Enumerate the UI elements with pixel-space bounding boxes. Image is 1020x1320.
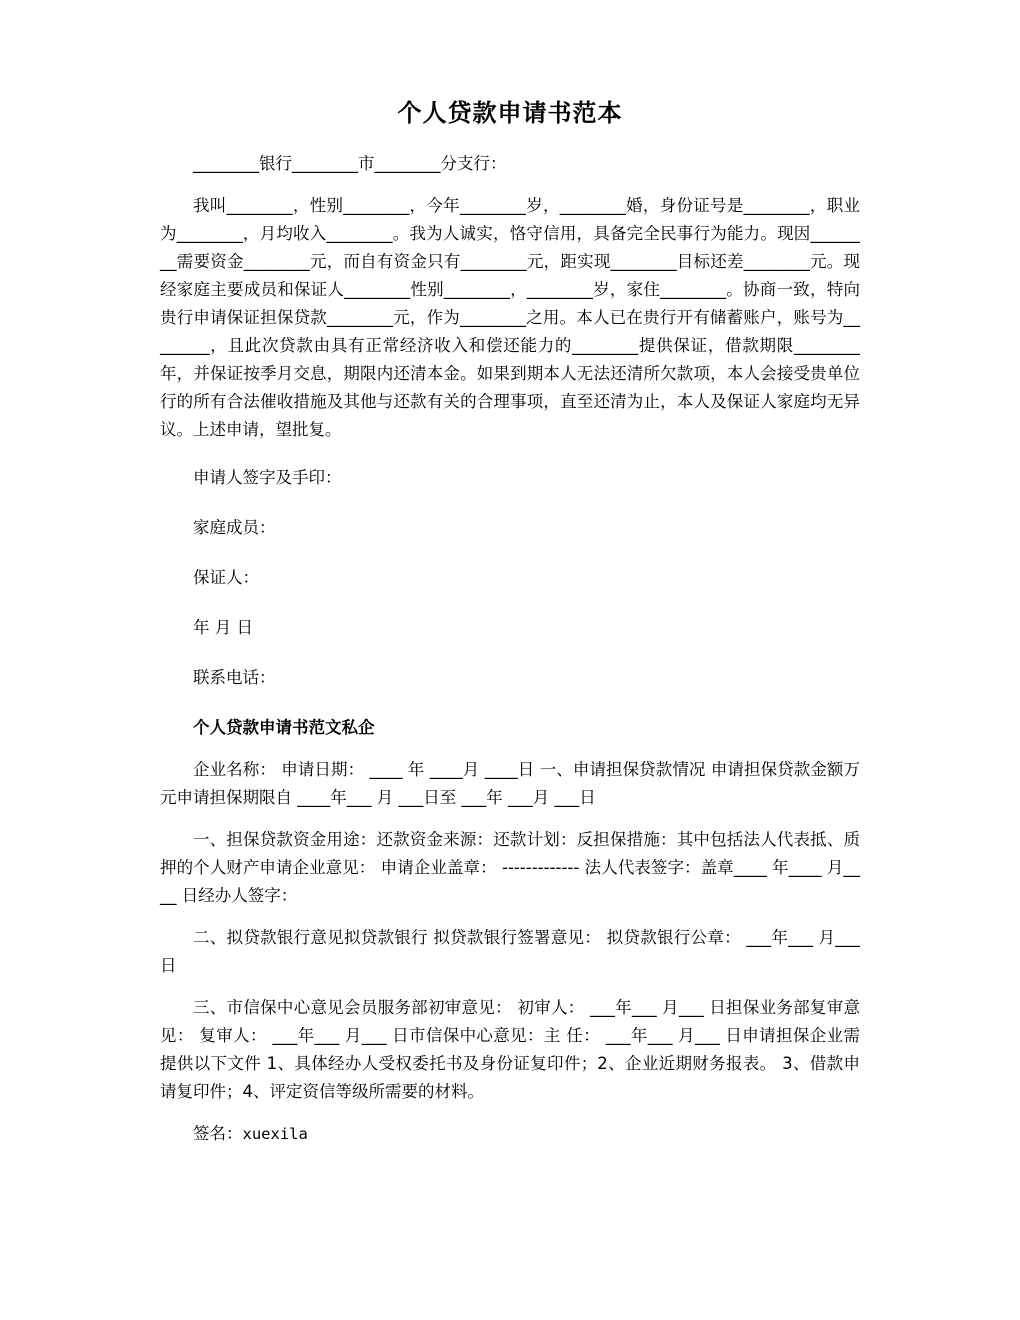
page-title: 个人贷款申请书范本	[397, 99, 623, 127]
footer-signature-value: xuexila	[242, 1125, 308, 1143]
footer-signature-label: 签名：	[193, 1124, 243, 1143]
section-heading-private-enterprise: 个人贷款申请书范文私企	[193, 718, 375, 737]
footer-signature	[160, 1120, 860, 1148]
section-enterprise-info: 企业名称： 申请日期： ____ 年 ____月 ____日 一、申请担保贷款情况 申请担保贷款金额万元申请担保期限自 ____年___ 月 ___日至 ___年 ___月 ___日	[160, 760, 860, 807]
section-three-credit-center-opinion: 三、市信保中心意见会员服务部初审意见： 初审人： ___年___ 月___ 日担保业务部复审意见： 复审人： ___年___ 月___ 日市信保中心意见：主 任： ___年___ 月___ 日申请担保企业需提供以下文件 1、具体经办人受权委托书及身份证复印件；2、企业近期财务报表。 3、借款申请复印件；4、评定资信等级所需要的材料。	[160, 998, 860, 1101]
family-members-line: 家庭成员：	[193, 518, 276, 537]
date-line: 年 月 日	[193, 618, 253, 637]
guarantor-line: 保证人：	[193, 568, 259, 587]
application-body-paragraph: 我叫________，性别________，今年________岁，________婚，身份证号是________，职业为________，月均收入________。我为人诚实，恪守信用，具备完全民事行为能力。现因________需要资金________元，而自有资金只有________元，距实现________目标还差________元。现经家庭主要成员和保证人________性别________，________岁，家住________。协商一致，特向贵行申请保证担保贷款________元，作为________之用。本人已在贵行开有储蓄账户，账号为________，且此次贷款由具有正常经济收入和偿还能力的________提供保证，借款期限________年，并保证按季月交息，期限内还清本金。如果到期本人无法还清所欠款项，本人会接受贵单位行的所有合法催收措施及其他与还款有关的合理事项，直至还清为止，本人及保证人家庭均无异议。上述申请，望批复。	[160, 196, 860, 439]
contact-phone-line: 联系电话：	[193, 668, 276, 687]
addressee-line: ________银行________市________分支行：	[193, 154, 507, 173]
section-two-bank-opinion: 二、拟贷款银行意见拟贷款银行 拟贷款银行签署意见： 拟贷款银行公章： ___年___ 月___ 日	[160, 928, 860, 975]
applicant-signature-line: 申请人签字及手印：	[193, 468, 342, 487]
section-one-loan-usage: 一、担保贷款资金用途：还款资金来源：还款计划：反担保措施：其中包括法人代表抵、质押的个人财产申请企业意见： 申请企业盖章： ------------- 法人代表签字：盖章____ 年____ 月____ 日经办人签字：	[160, 830, 860, 905]
document-body	[160, 96, 860, 1170]
